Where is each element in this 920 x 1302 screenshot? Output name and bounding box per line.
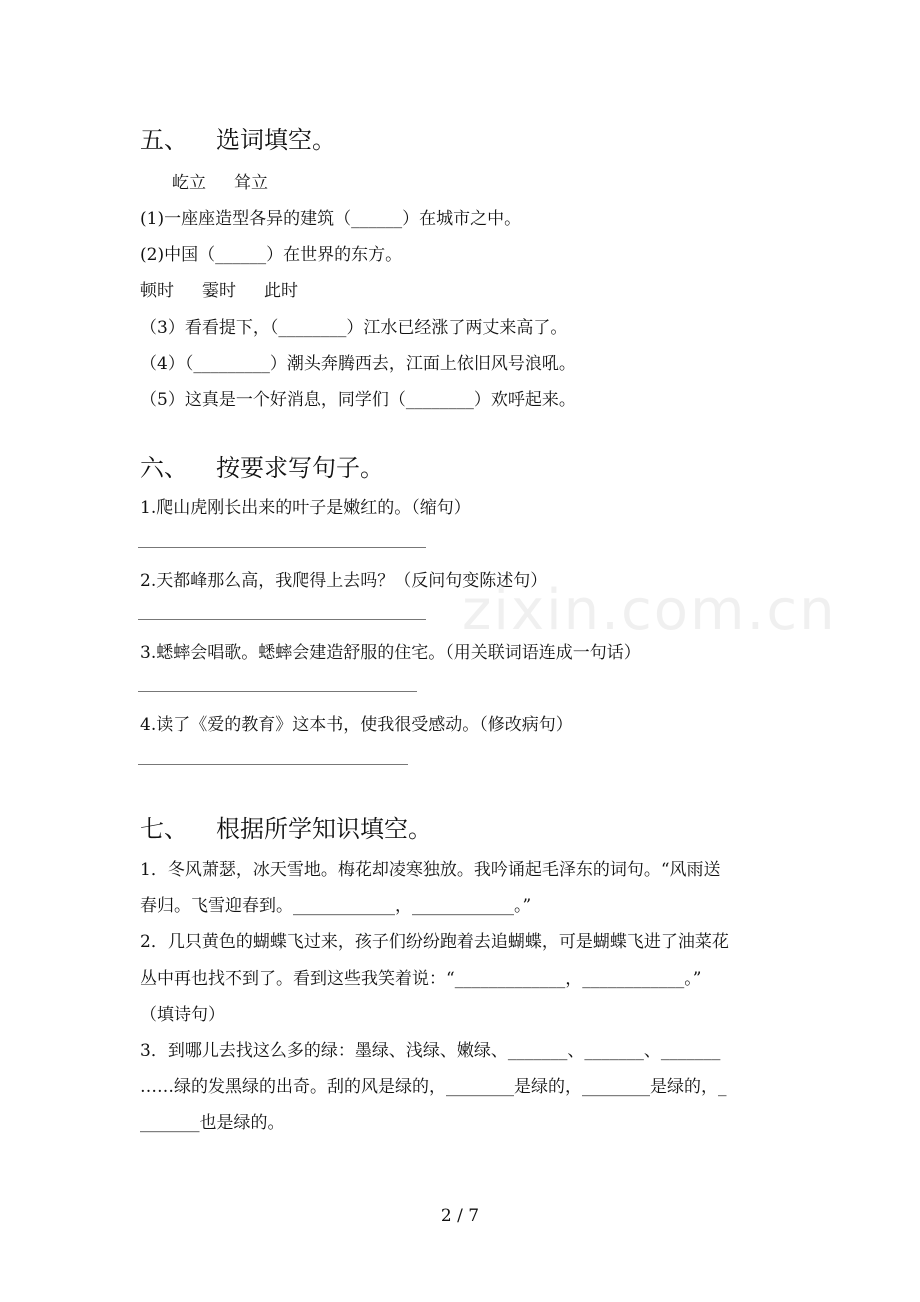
question-7-1-line-1: 1．冬风萧瑟，冰天雪地。梅花却凌寒独放。我吟诵起毛泽东的词句。“风雨送	[140, 860, 721, 880]
section-6-number: 六、	[140, 454, 188, 482]
word-bank-word: 顿时	[140, 281, 174, 301]
question-7-2-line-1: 2．几只黄色的蝴蝶飞过来，孩子们纷纷跑着去追蝴蝶，可是蝴蝶飞进了油菜花	[140, 932, 729, 952]
watermark: zixin.com.cn	[462, 578, 837, 643]
question-6-3: 3.蟋蟀会唱歌。蟋蟀会建造舒服的住宅。（用关联词语连成一句话）	[140, 643, 641, 663]
word-bank-1	[172, 168, 296, 193]
word-bank-word: 耸立	[234, 173, 268, 193]
answer-line[interactable]	[138, 547, 426, 548]
section-7-title: 根据所学知识填空。	[216, 815, 432, 843]
section-5-title: 选词填空。	[216, 126, 336, 154]
question-6-2: 2.天都峰那么高，我爬得上去吗？（反问句变陈述句）	[140, 571, 548, 591]
question-5-2: (2)中国（______）在世界的东方。	[140, 245, 403, 265]
question-5-5: （5）这真是一个好消息，同学们（________）欢呼起来。	[140, 390, 576, 410]
answer-line[interactable]	[138, 691, 417, 692]
section-5-number: 五、	[140, 126, 188, 154]
question-6-1: 1.爬山虎刚长出来的叶子是嫩红的。（缩句）	[140, 498, 471, 518]
word-bank-word: 此时	[264, 281, 298, 301]
answer-line[interactable]	[138, 619, 426, 620]
question-6-4: 4.读了《爱的教育》这本书，使我很受感动。（修改病句）	[140, 715, 573, 735]
section-6-heading	[140, 448, 384, 483]
question-7-2-line-2: 丛中再也找不到了。看到这些我笑着说：“_____________，____________。”	[140, 969, 702, 989]
question-5-4: （4）（_________）潮头奔腾西去，江面上依旧风号浪吼。	[140, 354, 576, 374]
question-5-3: （3）看看提下，（________）江水已经涨了两丈来高了。	[140, 318, 568, 338]
section-7-number: 七、	[140, 815, 188, 843]
word-bank-word: 屹立	[172, 173, 206, 193]
question-7-2-line-3: （填诗句）	[140, 1005, 225, 1025]
question-7-3-line-2: ……绿的发黑绿的出奇。刮的风是绿的，________是绿的，________是绿的，_	[140, 1077, 727, 1097]
section-5-heading	[140, 120, 336, 155]
question-7-1-line-2: 春归。飞雪迎春到。____________，____________。”	[140, 896, 532, 916]
word-bank-2	[140, 276, 326, 301]
section-6-title: 按要求写句子。	[216, 454, 384, 482]
word-bank-word: 霎时	[202, 281, 236, 301]
question-7-3-line-1: 3．到哪儿去找这么多的绿：墨绿、浅绿、嫩绿、_______、_______、_______	[140, 1041, 721, 1061]
question-7-3-line-3: _______也是绿的。	[140, 1113, 285, 1133]
page-number: 2 / 7	[440, 1206, 480, 1226]
answer-line[interactable]	[138, 764, 408, 765]
question-5-1: (1)一座座造型各异的建筑（______）在城市之中。	[140, 209, 522, 229]
section-7-heading	[140, 809, 432, 844]
